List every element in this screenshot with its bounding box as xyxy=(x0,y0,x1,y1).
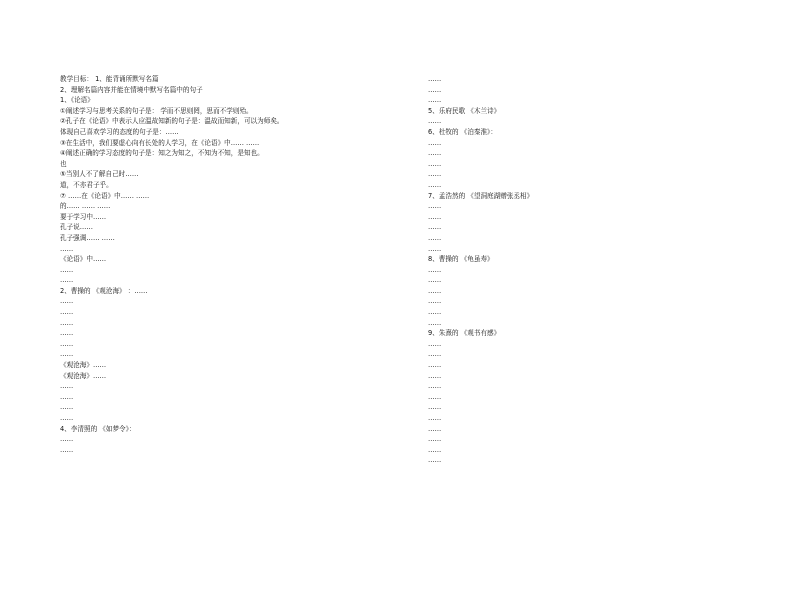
left-column-line: …… xyxy=(60,329,74,338)
left-column-line: ③在生活中，我们要虚心向有长处的人学习，在《论语》中…… …… xyxy=(60,138,260,147)
right-column-line: …… xyxy=(428,202,442,211)
right-column-line: …… xyxy=(428,403,442,412)
left-column-line: 《论语》中…… xyxy=(60,255,107,264)
left-column-line: 孔子说…… xyxy=(60,223,93,232)
left-column-line: …… xyxy=(60,297,74,306)
left-column-line: 《观沧海》…… xyxy=(60,361,107,370)
right-column-line: …… xyxy=(428,96,442,105)
right-column-line: …… xyxy=(428,244,442,253)
left-column-line: …… xyxy=(60,435,74,444)
right-column-line: …… xyxy=(428,435,442,444)
right-column-line: 8、曹操的 《龟虽寿》 xyxy=(428,255,494,264)
left-column-line: 孔子强调…… …… xyxy=(60,233,115,242)
left-column-line: 4、李清照的 《如梦令》： xyxy=(60,424,136,433)
right-column-line: …… xyxy=(428,339,442,348)
right-column-line: …… xyxy=(428,361,442,370)
right-column-line: …… xyxy=(428,85,442,94)
right-column-line: …… xyxy=(428,138,442,147)
left-column-line: 要于学习中…… xyxy=(60,212,107,221)
right-column-line: …… xyxy=(428,180,442,189)
right-column-line: …… xyxy=(428,318,442,327)
right-column-line: 6、杜牧的 《泊秦淮》： xyxy=(428,127,497,136)
left-column-line: ④阐述正确的学习态度的句子是：知之为知之，不知为不知，是知也。 xyxy=(60,149,264,158)
left-column-line: …… xyxy=(60,244,74,253)
right-column-line: …… xyxy=(428,223,442,232)
right-column-line: …… xyxy=(428,149,442,158)
right-column-line: …… xyxy=(428,456,442,465)
right-column-line: …… xyxy=(428,382,442,391)
right-column-line: …… xyxy=(428,350,442,359)
left-column-line: …… xyxy=(60,382,74,391)
left-column-line: …… xyxy=(60,308,74,317)
right-column-line: 5、乐府民歌 《木兰诗》 xyxy=(428,106,501,115)
left-column-line: 2、理解名篇内容并能在情境中默写名篇中的句子 xyxy=(60,85,203,94)
right-column-line: …… xyxy=(428,233,442,242)
right-column-line: …… xyxy=(428,414,442,422)
left-column-line: …… xyxy=(60,318,74,327)
left-column-line: …… xyxy=(60,392,74,401)
left-column-line: 教学目标： 1、能背诵所默写名篇 xyxy=(60,75,159,83)
right-column xyxy=(428,74,758,466)
right-column-line: …… xyxy=(428,308,442,317)
left-column-line: ⑤当别人不了解自己时…… xyxy=(60,170,139,179)
left-column-line: 1、《论语》 xyxy=(60,96,94,105)
right-column-line: 7、孟浩然的 《望洞庭湖赠张丞相》 xyxy=(428,191,534,200)
left-column-line: 体现自己喜欢学习的态度的句子是：…… xyxy=(60,127,179,136)
left-column xyxy=(60,74,394,455)
left-column-line: ②孔子在《论语》中表示人应温故知新的句子是：温故而知新，可以为师矣。 xyxy=(60,117,284,126)
left-column-line: 的…… …… …… xyxy=(60,202,111,211)
right-column-line: …… xyxy=(428,170,442,179)
right-column-line: …… xyxy=(428,276,442,285)
left-column-line: …… xyxy=(60,265,74,274)
right-column-line: 9、朱熹的 《观书有感》 xyxy=(428,329,501,338)
left-column-line: 《观沧海》…… xyxy=(60,371,107,380)
right-column-line: …… xyxy=(428,159,442,168)
right-column-line: …… xyxy=(428,445,442,454)
right-column-line: …… xyxy=(428,297,442,306)
left-column-line: …… xyxy=(60,445,74,454)
left-column-line: 也 xyxy=(60,159,67,168)
left-column-line: …… xyxy=(60,339,74,348)
left-column-line: …… xyxy=(60,403,74,412)
left-column-line: 2、曹操的 《观沧海》 ：…… xyxy=(60,286,148,295)
right-column-line: …… xyxy=(428,117,442,126)
right-column-line: …… xyxy=(428,212,442,221)
right-column-line: …… xyxy=(428,75,442,83)
left-column-line: ①阐述学习与思考关系的句子是： 学而不思则罔，思而不学则殆。 xyxy=(60,106,253,115)
right-column-line: …… xyxy=(428,371,442,380)
left-column-line: …… xyxy=(60,276,74,285)
left-column-line: …… xyxy=(60,414,74,422)
left-column-line: ⑦ ……在《论语》中…… …… xyxy=(60,191,150,200)
left-column-line: …… xyxy=(60,350,74,359)
right-column-line: …… xyxy=(428,424,442,433)
left-column-line: 道，不亦君子乎。 xyxy=(60,180,113,189)
right-column-line: …… xyxy=(428,286,442,295)
right-column-line: …… xyxy=(428,392,442,401)
right-column-line: …… xyxy=(428,265,442,274)
